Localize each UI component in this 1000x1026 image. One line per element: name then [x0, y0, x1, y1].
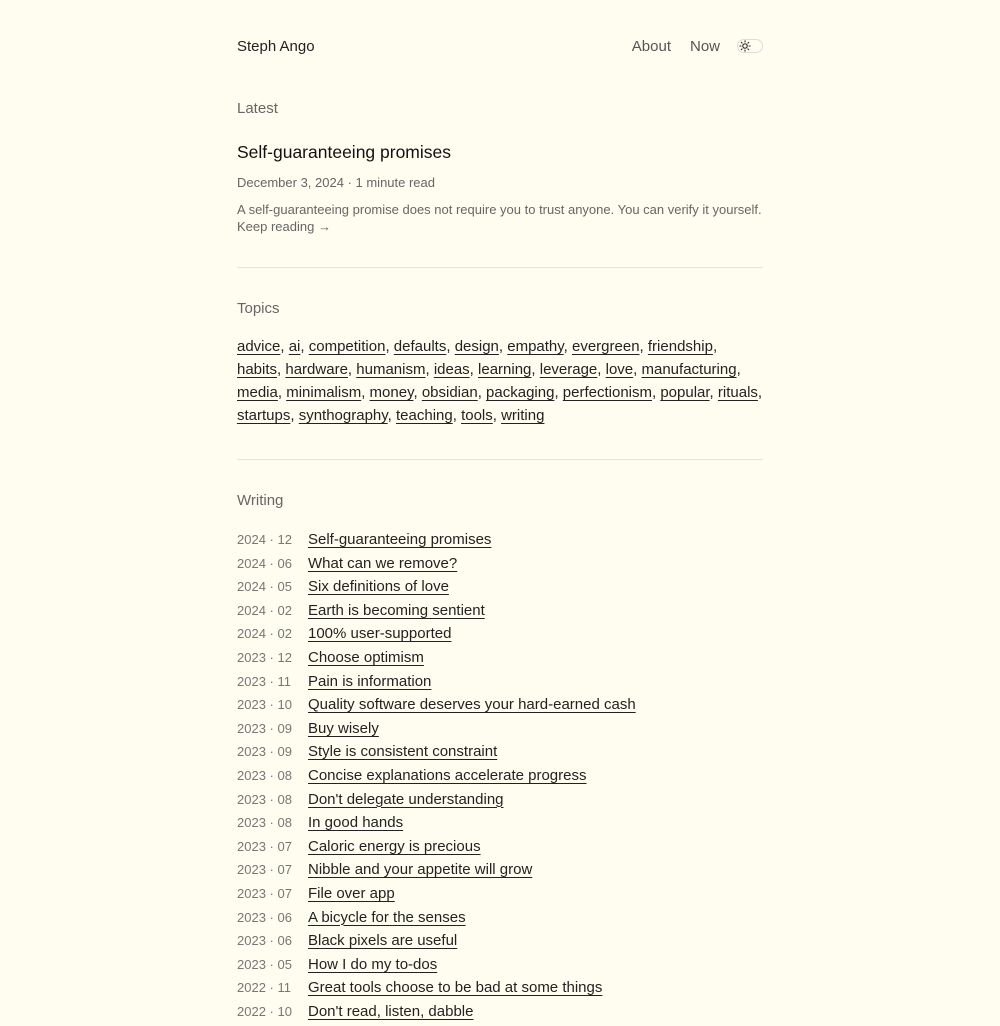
- post-list-item: [237, 861, 763, 885]
- latest-post-title-link[interactable]: Self-guaranteeing promises: [237, 142, 452, 162]
- topic-link[interactable]: leverage: [539, 361, 598, 378]
- post-list-item: [237, 791, 763, 815]
- topic-link[interactable]: obsidian: [421, 384, 478, 401]
- post-list-item: [237, 956, 763, 980]
- post-list-item: [237, 909, 763, 933]
- topic-link[interactable]: evergreen: [572, 338, 640, 355]
- post-title-link[interactable]: Earth is becoming sentient: [308, 601, 485, 619]
- post-title-link[interactable]: What can we remove?: [308, 554, 458, 572]
- post-date: 2023 · 06: [237, 909, 292, 925]
- post-title-link[interactable]: Self-guaranteeing promises: [308, 531, 492, 548]
- post-list: [237, 531, 763, 1026]
- post-date: 2024 · 02: [237, 626, 292, 642]
- page: [237, 0, 763, 1026]
- topic-link[interactable]: design: [454, 338, 499, 355]
- topic-link[interactable]: rituals: [717, 384, 758, 401]
- topic-link[interactable]: synthography: [298, 407, 388, 424]
- post-date: 2023 · 07: [237, 862, 292, 878]
- main-nav: [613, 38, 763, 55]
- post-date: 2022 · 11: [237, 980, 291, 996]
- topic-link[interactable]: popular: [660, 384, 710, 401]
- topic-link[interactable]: competition: [308, 338, 386, 355]
- topics-heading: Topics: [237, 300, 280, 317]
- post-title-link[interactable]: Don't delegate understanding: [308, 790, 504, 808]
- topic-link[interactable]: teaching: [396, 407, 453, 424]
- topic-link[interactable]: money: [369, 384, 414, 401]
- post-date: 2024 · 06: [237, 555, 292, 571]
- sun-icon: [739, 40, 751, 52]
- post-date: 2023 · 08: [237, 815, 292, 831]
- post-date: 2024 · 05: [237, 579, 292, 595]
- post-date: 2024 · 12: [237, 532, 292, 547]
- post-title-link[interactable]: File over app: [308, 884, 395, 902]
- post-date: 2023 · 05: [237, 956, 292, 972]
- post-list-item: [237, 979, 763, 1003]
- topic-link[interactable]: writing: [501, 407, 545, 424]
- topic-link[interactable]: learning: [478, 361, 532, 378]
- post-date: 2023 · 09: [237, 744, 292, 760]
- topic-link[interactable]: hardware: [285, 361, 348, 378]
- post-title-link[interactable]: Black pixels are useful: [308, 932, 458, 950]
- writing-section: [237, 460, 763, 1026]
- post-title-link[interactable]: 100% user-supported: [308, 625, 452, 643]
- post-date: 2023 · 08: [237, 767, 292, 783]
- post-title-link[interactable]: Great tools choose to be bad at some things: [308, 979, 603, 997]
- post-date: 2023 · 07: [237, 838, 292, 854]
- post-list-item: [237, 814, 763, 838]
- post-list-item: [237, 767, 763, 791]
- post-list-item: [237, 625, 763, 649]
- post-list-item: [237, 1003, 763, 1026]
- post-title-link[interactable]: Style is consistent constraint: [308, 743, 498, 761]
- post-list-item: [237, 555, 763, 579]
- latest-section: [237, 92, 763, 235]
- theme-toggle[interactable]: [737, 39, 763, 53]
- post-title-link[interactable]: Concise explanations accelerate progress: [308, 766, 587, 784]
- post-list-item: [237, 720, 763, 744]
- keep-reading-link[interactable]: Keep reading →: [237, 219, 331, 234]
- post-date: 2023 · 11: [237, 673, 291, 689]
- topic-link[interactable]: advice: [237, 338, 281, 355]
- post-list-item: [237, 649, 763, 673]
- nav-about-link[interactable]: About: [631, 37, 671, 55]
- post-title-link[interactable]: Choose optimism: [308, 648, 424, 666]
- topic-link[interactable]: perfectionism: [562, 384, 652, 401]
- post-list-item: [237, 838, 763, 862]
- post-date: 2023 · 08: [237, 791, 292, 807]
- topics-section: [237, 268, 763, 427]
- post-date: 2023 · 07: [237, 885, 292, 901]
- post-title-link[interactable]: How I do my to-dos: [308, 955, 438, 973]
- post-date: 2023 · 12: [237, 649, 292, 665]
- post-title-link[interactable]: Buy wisely: [308, 719, 379, 737]
- site-title-link[interactable]: Steph Ango: [237, 37, 315, 55]
- post-title-link[interactable]: Pain is information: [308, 672, 432, 690]
- post-list-item: [237, 578, 763, 602]
- nav-now-link[interactable]: Now: [689, 37, 720, 55]
- post-list-item: [237, 531, 763, 555]
- post-title-link[interactable]: Quality software deserves your hard-earned cash: [308, 696, 636, 714]
- post-date: 2023 · 09: [237, 720, 292, 736]
- post-title-link[interactable]: In good hands: [308, 814, 404, 832]
- site-header: [237, 0, 763, 92]
- latest-heading: Latest: [237, 100, 278, 117]
- post-list-item: [237, 673, 763, 697]
- post-title-link[interactable]: Caloric energy is precious: [308, 837, 481, 855]
- post-title-link[interactable]: Six definitions of love: [308, 578, 449, 596]
- latest-post-meta: December 3, 2024 · 1 minute read: [237, 175, 435, 190]
- post-list-item: [237, 885, 763, 909]
- latest-excerpt-text: A self-guaranteeing promise does not require you to trust anyone. You can verify it yourself.: [237, 202, 762, 217]
- topic-link[interactable]: manufacturing: [641, 361, 737, 378]
- topic-link[interactable]: packaging: [486, 384, 555, 401]
- topic-link[interactable]: friendship: [647, 338, 713, 355]
- topic-link[interactable]: defaults: [393, 338, 447, 355]
- post-date: 2022 · 10: [237, 1003, 292, 1019]
- topic-link[interactable]: ai: [288, 338, 301, 355]
- topic-link[interactable]: habits: [237, 361, 278, 378]
- post-title-link[interactable]: Nibble and your appetite will grow: [308, 861, 533, 879]
- post-date: 2023 · 06: [237, 933, 292, 949]
- topic-link[interactable]: tools: [461, 407, 493, 424]
- post-list-item: [237, 602, 763, 626]
- topic-link[interactable]: humanism: [356, 361, 426, 378]
- post-list-item: [237, 932, 763, 956]
- writing-heading: Writing: [237, 492, 284, 509]
- post-title-link[interactable]: A bicycle for the senses: [308, 908, 466, 926]
- topic-link[interactable]: startups: [237, 407, 291, 424]
- post-list-item: [237, 696, 763, 720]
- topic-link[interactable]: empathy: [507, 338, 564, 355]
- topic-link[interactable]: minimalism: [286, 384, 362, 401]
- topic-link[interactable]: ideas: [433, 361, 470, 378]
- post-date: 2023 · 10: [237, 697, 292, 713]
- topic-link[interactable]: media: [237, 384, 278, 401]
- post-list-item: [237, 743, 763, 767]
- latest-post-excerpt: [237, 201, 763, 235]
- post-title-link[interactable]: Don't read, listen, dabble: [308, 1002, 474, 1020]
- topic-list: advice, ai, competition, defaults, design, empathy, evergreen, friendship, habits, hardware, humanism, ideas, learning, leverage, love, manufacturing, media, minimalism, money, obsidian, packaging, perfectionism, popular, rituals, startups, synthography, teaching, tools, writing: [237, 338, 763, 424]
- topic-link[interactable]: love: [605, 361, 634, 378]
- post-date: 2024 · 02: [237, 602, 292, 618]
